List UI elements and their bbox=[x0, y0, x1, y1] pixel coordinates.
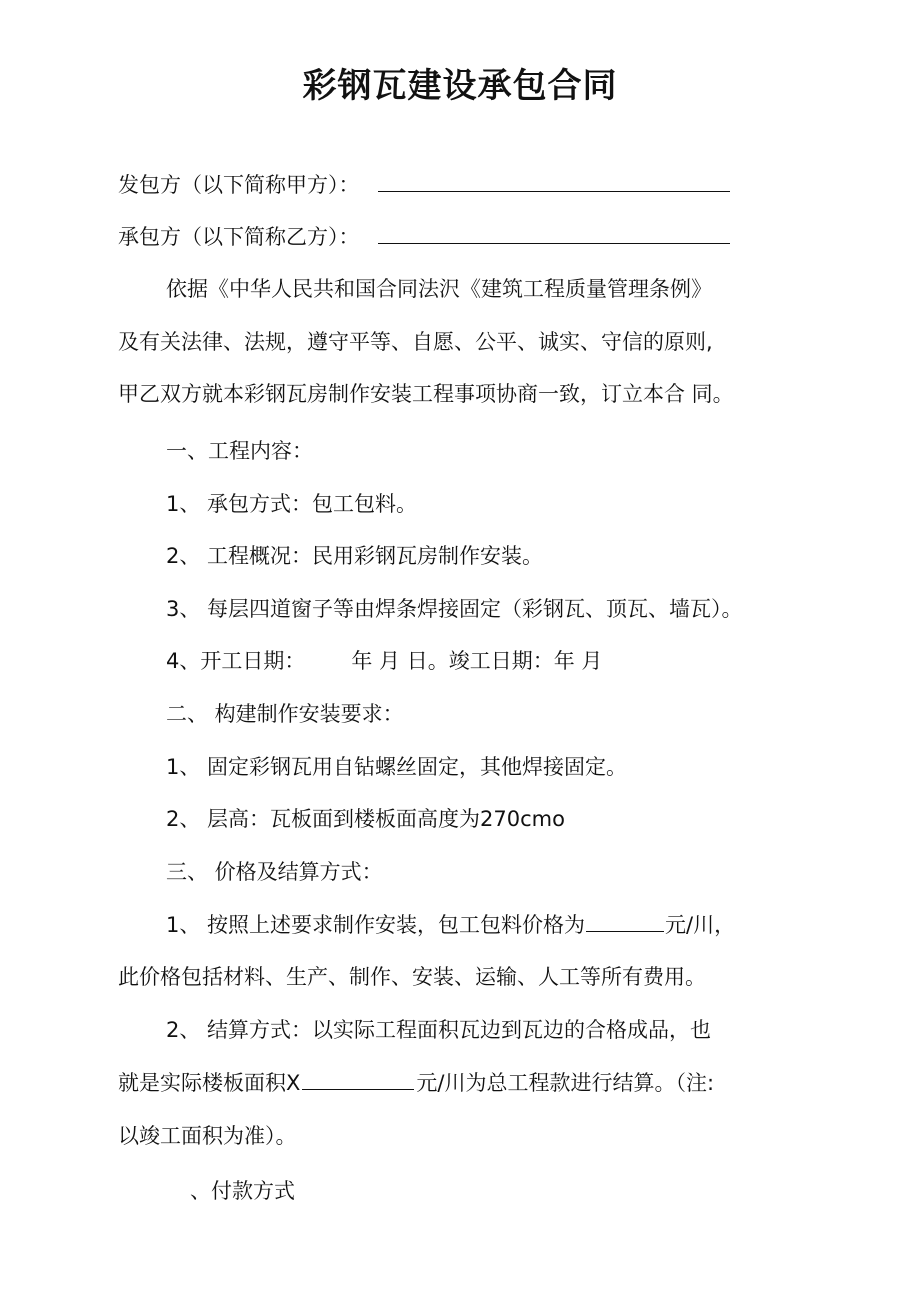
party-b-blank bbox=[378, 225, 730, 244]
section-2-item-1: 1、 固定彩钢瓦用自钻螺丝固定，其他焊接固定。 bbox=[166, 755, 628, 779]
price-unit: 元/川， bbox=[665, 913, 736, 937]
section-3-heading: 三、 价格及结算方式： bbox=[166, 860, 383, 884]
preamble-line-3: 甲乙双方就本彩钢瓦房制作安装工程事项协商一致，订立本合 同。 bbox=[118, 382, 734, 406]
price-text: 1、 按照上述要求制作安装，包工包料价格为 bbox=[166, 913, 586, 937]
section-1-item-2: 2、 工程概况：民用彩钢瓦房制作安装。 bbox=[166, 544, 544, 568]
party-b-label: 承包方（以下简称乙方）： bbox=[118, 225, 360, 249]
start-date-label: 4、开工日期： bbox=[166, 649, 306, 673]
preamble-line-1: 依据《中华人民共和国合同法沢《建筑工程质量管理条例》 bbox=[166, 277, 712, 301]
party-b-line bbox=[118, 222, 730, 252]
party-a-line bbox=[118, 170, 730, 200]
area-price-blank bbox=[302, 1071, 414, 1090]
section-3-item-1-cont: 此价格包括材料、生产、制作、安装、运输、人工等所有费用。 bbox=[118, 965, 706, 989]
area-unit-text: 元/川为总工程款进行结算。（注: bbox=[416, 1071, 715, 1095]
section-2-heading: 二、 构建制作安装要求： bbox=[166, 702, 404, 726]
price-blank bbox=[586, 913, 664, 932]
section-3-item-2: 2、 结算方式：以实际工程面积瓦边到瓦边的合格成品，也 bbox=[166, 1018, 712, 1042]
section-2-item-2: 2、 层高：瓦板面到楼板面高度为270cmo bbox=[166, 807, 565, 831]
party-a-label: 发包方（以下简称甲方）： bbox=[118, 173, 360, 197]
section-1-item-1: 1、 承包方式：包工包料。 bbox=[166, 492, 418, 516]
date-fields: 年 月 日。竣工日期：年 月 bbox=[351, 649, 603, 673]
section-3-item-2-cont bbox=[118, 1068, 714, 1098]
section-1-item-4 bbox=[166, 646, 602, 676]
party-a-blank bbox=[378, 173, 730, 192]
section-4-heading: 、付款方式 bbox=[190, 1179, 295, 1203]
document-title: 彩钢瓦建设承包合同 bbox=[302, 66, 618, 106]
section-3-item-1 bbox=[166, 910, 735, 940]
section-3-item-2-end: 以竣工面积为准）。 bbox=[118, 1124, 297, 1148]
section-1-item-3: 3、 每层四道窗子等由焊条焊接固定（彩钢瓦、顶瓦、墙瓦）。 bbox=[166, 597, 743, 621]
preamble-line-2: 及有关法律、法规，遵守平等、自愿、公平、诚实、守信的原则, bbox=[118, 330, 713, 354]
area-text: 就是实际楼板面积X bbox=[118, 1071, 301, 1095]
section-1-heading: 一、工程内容： bbox=[166, 439, 313, 463]
